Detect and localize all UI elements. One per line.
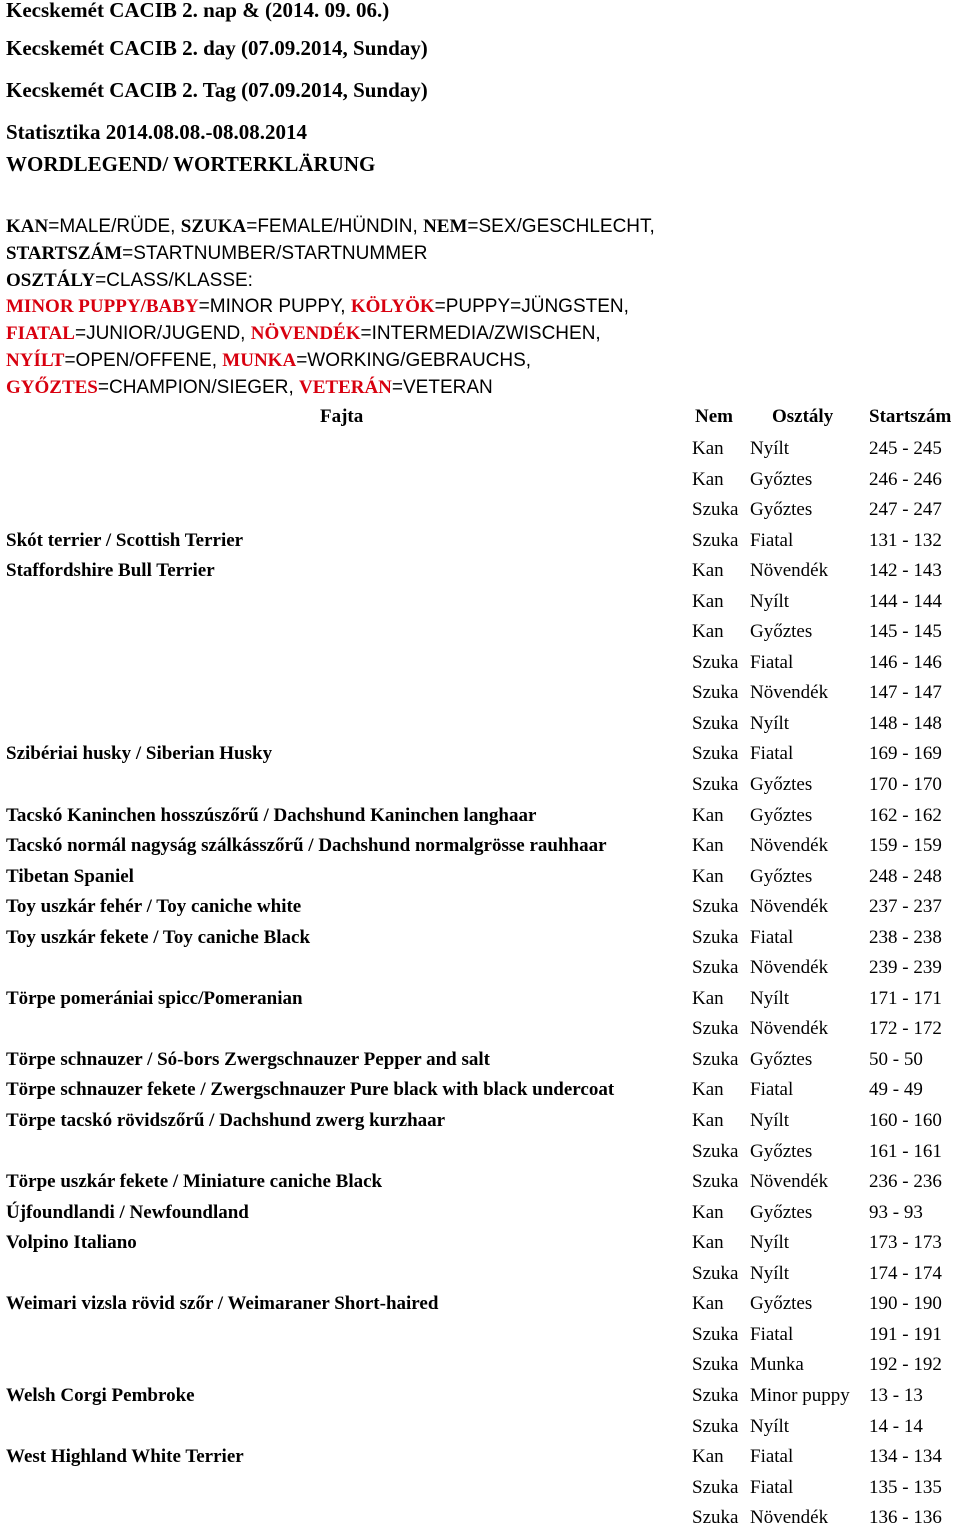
class-cell: Fiatal: [750, 926, 794, 948]
breed-cell: Staffordshire Bull Terrier: [6, 560, 215, 582]
sex-cell: Kan: [692, 438, 724, 459]
table-row: [0, 739, 960, 770]
startnumber-cell: 245 - 245: [869, 438, 942, 459]
table-row: [0, 801, 960, 832]
startnumber-cell: 190 - 190: [869, 1293, 942, 1315]
startnumber-cell: 172 - 172: [869, 1018, 942, 1040]
startnumber-cell: 246 - 246: [869, 468, 942, 490]
startnumber-cell: 247 - 247: [869, 499, 942, 521]
startnumber-cell: 49 - 49: [869, 1079, 923, 1101]
sex-cell: Szuka: [692, 896, 739, 918]
column-header-sex: Nem: [695, 406, 733, 427]
table-row: [0, 678, 960, 709]
table-row: [0, 1137, 960, 1168]
legend-segment: =MINOR PUPPY,: [198, 296, 351, 318]
class-cell: Fiatal: [750, 1476, 794, 1498]
legend-segment: =INTERMEDIA/ZWISCHEN,: [360, 323, 601, 345]
breed-cell: Törpe pomerániai spicc/Pomeranian: [6, 987, 303, 1009]
legend-segment: KÖLYÖK: [350, 296, 435, 318]
breed-cell: Tacskó Kaninchen hosszúszőrű / Dachshund Kaninchen langhaar: [6, 804, 537, 826]
table-row: [0, 1381, 960, 1412]
class-cell: Nyílt: [750, 1110, 790, 1132]
class-cell: Nyílt: [750, 1415, 790, 1437]
sex-cell: Kan: [692, 804, 724, 826]
legend-segment: =VETERAN: [391, 376, 493, 398]
sex-cell: Szuka: [692, 529, 739, 551]
sex-cell: Szuka: [692, 926, 739, 948]
sex-cell: Szuka: [692, 682, 739, 704]
sex-cell: Szuka: [692, 1415, 739, 1437]
header-line-5: WORDLEGEND/ WORTERKLÄRUNG: [6, 152, 376, 176]
header-line-3: Kecskemét CACIB 2. Tag (07.09.2014, Sunday): [6, 78, 428, 102]
class-cell: Győztes: [750, 1201, 813, 1223]
table-row: [0, 892, 960, 923]
table-row: [0, 556, 960, 587]
startnumber-cell: 131 - 132: [869, 529, 942, 551]
class-cell: Fiatal: [750, 743, 794, 765]
startnumber-cell: 136 - 136: [869, 1507, 942, 1529]
class-cell: Győztes: [750, 804, 813, 826]
breed-cell: Törpe schnauzer / Só-bors Zwergschnauzer Pepper and salt: [6, 1048, 490, 1070]
table-row: [0, 1106, 960, 1137]
sex-cell: Kan: [692, 1079, 724, 1101]
table-row: [0, 1014, 960, 1045]
legend-segment: KAN: [6, 216, 49, 237]
class-cell: Nyílt: [750, 1232, 790, 1254]
sex-cell: Szuka: [692, 1354, 739, 1376]
legend-segment: MINOR PUPPY/BABY: [6, 296, 199, 318]
startnumber-cell: 162 - 162: [869, 804, 942, 826]
sex-cell: Kan: [692, 621, 724, 643]
sex-cell: Szuka: [692, 1384, 739, 1406]
startnumber-cell: 135 - 135: [869, 1476, 942, 1498]
header-line-1: Kecskemét CACIB 2. nap & (2014. 09. 06.): [6, 0, 390, 22]
startnumber-cell: 147 - 147: [869, 682, 942, 704]
class-cell: Győztes: [750, 499, 813, 521]
legend-segment: =CLASS/KLASSE:: [95, 269, 253, 291]
class-cell: Növendék: [750, 560, 829, 582]
table-row: [0, 770, 960, 801]
legend-segment: SZUKA: [180, 216, 247, 237]
legend-segment: =CHAMPION/SIEGER,: [97, 376, 299, 398]
class-cell: Győztes: [750, 1140, 813, 1162]
breed-cell: Újfoundlandi / Newfoundland: [6, 1201, 249, 1223]
startnumber-cell: 173 - 173: [869, 1232, 942, 1254]
sex-cell: Szuka: [692, 1323, 739, 1345]
legend-line-6: [6, 348, 956, 375]
sex-cell: Szuka: [692, 1262, 739, 1284]
sex-cell: Kan: [692, 1232, 724, 1254]
legend-segment: =WORKING/GEBRAUCHS,: [296, 349, 532, 371]
table-row: [0, 1259, 960, 1290]
entries-table: [0, 434, 960, 1534]
class-cell: Nyílt: [750, 712, 790, 734]
class-cell: Nyílt: [750, 438, 790, 459]
sex-cell: Szuka: [692, 1476, 739, 1498]
class-cell: Győztes: [750, 1293, 813, 1315]
class-cell: Győztes: [750, 774, 813, 796]
column-header-class: Osztály: [772, 406, 834, 427]
startnumber-cell: 145 - 145: [869, 621, 942, 643]
sex-cell: Szuka: [692, 1048, 739, 1070]
class-cell: Növendék: [750, 896, 829, 918]
table-row: [0, 526, 960, 557]
class-cell: Győztes: [750, 1048, 813, 1070]
startnumber-cell: 134 - 134: [869, 1446, 942, 1468]
startnumber-cell: 238 - 238: [869, 926, 942, 948]
breed-cell: Törpe schnauzer fekete / Zwergschnauzer Pure black with black undercoat: [6, 1079, 615, 1101]
startnumber-cell: 169 - 169: [869, 743, 942, 765]
breed-cell: Volpino Italiano: [6, 1232, 137, 1254]
class-cell: Fiatal: [750, 651, 794, 673]
table-row: [0, 709, 960, 740]
class-cell: Növendék: [750, 1507, 829, 1529]
table-row: [0, 953, 960, 984]
table-row: [0, 1198, 960, 1229]
startnumber-cell: 170 - 170: [869, 774, 942, 796]
class-cell: Fiatal: [750, 1323, 794, 1345]
breed-cell: Tibetan Spaniel: [6, 865, 134, 887]
class-cell: Fiatal: [750, 529, 794, 551]
sex-cell: Kan: [692, 1201, 724, 1223]
legend-segment: MUNKA: [222, 349, 297, 371]
table-row: [0, 434, 960, 465]
startnumber-cell: 93 - 93: [869, 1201, 923, 1223]
legend-segment: GYŐZTES: [6, 376, 98, 398]
table-row: [0, 1350, 960, 1381]
table-row: [0, 587, 960, 618]
sex-cell: Szuka: [692, 1140, 739, 1162]
table-row: [0, 862, 960, 893]
startnumber-cell: 146 - 146: [869, 651, 942, 673]
sex-cell: Kan: [692, 1293, 724, 1315]
table-row: [0, 1075, 960, 1106]
sex-cell: Kan: [692, 987, 724, 1009]
column-header-startnumber: Startszám: [869, 406, 952, 427]
sex-cell: Kan: [692, 590, 724, 612]
class-cell: Győztes: [750, 865, 813, 887]
startnumber-cell: 248 - 248: [869, 865, 942, 887]
startnumber-cell: 192 - 192: [869, 1354, 942, 1376]
startnumber-cell: 159 - 159: [869, 835, 942, 857]
startnumber-cell: 236 - 236: [869, 1171, 942, 1193]
header-line-4: Statisztika 2014.08.08.-08.08.2014: [6, 120, 307, 144]
breed-cell: Toy uszkár fehér / Toy caniche white: [6, 896, 302, 918]
legend-segment: =STARTNUMBER/STARTNUMMER: [122, 242, 428, 264]
legend-segment: FIATAL: [6, 323, 75, 345]
table-row: [0, 1473, 960, 1504]
legend-line-4: [6, 294, 956, 321]
class-cell: Minor puppy: [750, 1384, 850, 1406]
legend-segment: VETERÁN: [299, 376, 392, 398]
startnumber-cell: 50 - 50: [869, 1048, 923, 1070]
sex-cell: Szuka: [692, 1507, 739, 1529]
startnumber-cell: 142 - 143: [869, 560, 942, 582]
class-cell: Győztes: [750, 468, 813, 490]
table-row: [0, 923, 960, 954]
legend-segment: =JUNIOR/JUGEND,: [74, 323, 251, 345]
breed-cell: Welsh Corgi Pembroke: [6, 1384, 195, 1406]
class-cell: Nyílt: [750, 1262, 790, 1284]
breed-cell: Tacskó normál nagyság szálkásszőrű / Dachshund normalgrösse rauhhaar: [6, 835, 607, 857]
startnumber-cell: 13 - 13: [869, 1384, 923, 1406]
class-cell: Győztes: [750, 621, 813, 643]
table-row: [0, 1289, 960, 1320]
table-row: [0, 1228, 960, 1259]
sex-cell: Szuka: [692, 499, 739, 521]
legend-segment: NYÍLT: [6, 349, 65, 371]
legend-segment: STARTSZÁM: [6, 242, 123, 264]
sex-cell: Szuka: [692, 1018, 739, 1040]
legend-segment: =PUPPY=JÜNGSTEN,: [434, 296, 629, 318]
sex-cell: Szuka: [692, 1171, 739, 1193]
table-row: [0, 1503, 960, 1534]
sex-cell: Szuka: [692, 774, 739, 796]
class-cell: Növendék: [750, 835, 829, 857]
class-cell: Nyílt: [750, 987, 790, 1009]
table-row: [0, 1442, 960, 1473]
legend-line-1: [6, 214, 956, 241]
table-row: [0, 495, 960, 526]
startnumber-cell: 191 - 191: [869, 1323, 942, 1345]
startnumber-cell: 14 - 14: [869, 1415, 923, 1437]
header-line-2: Kecskemét CACIB 2. day (07.09.2014, Sunday): [6, 36, 428, 60]
class-cell: Növendék: [750, 682, 829, 704]
sex-cell: Szuka: [692, 957, 739, 979]
class-cell: Munka: [750, 1354, 804, 1376]
legend-segment: NÖVENDÉK: [250, 323, 361, 345]
legend-segment: =MALE/RÜDE,: [48, 216, 181, 237]
table-row: [0, 648, 960, 679]
startnumber-cell: 148 - 148: [869, 712, 942, 734]
sex-cell: Kan: [692, 865, 724, 887]
breed-cell: Szibériai husky / Siberian Husky: [6, 743, 273, 765]
legend-segment: =FEMALE/HÜNDIN,: [246, 216, 424, 237]
class-cell: Növendék: [750, 957, 829, 979]
breed-cell: Törpe uszkár fekete / Miniature caniche Black: [6, 1171, 383, 1193]
breed-cell: Weimari vizsla rövid szőr / Weimaraner Short-haired: [6, 1293, 439, 1315]
breed-cell: Törpe tacskó rövidszőrű / Dachshund zwerg kurzhaar: [6, 1110, 446, 1132]
table-row: [0, 1167, 960, 1198]
legend-line-5: [6, 321, 956, 348]
class-cell: Fiatal: [750, 1446, 794, 1468]
startnumber-cell: 161 - 161: [869, 1140, 942, 1162]
sex-cell: Kan: [692, 835, 724, 857]
startnumber-cell: 171 - 171: [869, 987, 942, 1009]
legend-line-3: [6, 268, 956, 295]
class-cell: Növendék: [750, 1171, 829, 1193]
word-legend: [6, 214, 956, 402]
sex-cell: Szuka: [692, 712, 739, 734]
breed-cell: Toy uszkár fekete / Toy caniche Black: [6, 926, 311, 948]
class-cell: Fiatal: [750, 1079, 794, 1101]
table-row: [0, 1320, 960, 1351]
table-row: [0, 831, 960, 862]
sex-cell: Kan: [692, 1110, 724, 1132]
startnumber-cell: 144 - 144: [869, 590, 942, 612]
legend-segment: =SEX/GESCHLECHT,: [467, 216, 655, 237]
legend-segment: =OPEN/OFFENE,: [64, 349, 223, 371]
table-row: [0, 984, 960, 1015]
sex-cell: Szuka: [692, 743, 739, 765]
legend-segment: NEM: [423, 216, 468, 237]
startnumber-cell: 174 - 174: [869, 1262, 942, 1284]
startnumber-cell: 160 - 160: [869, 1110, 942, 1132]
sex-cell: Szuka: [692, 651, 739, 673]
sex-cell: Kan: [692, 1446, 724, 1468]
startnumber-cell: 237 - 237: [869, 896, 942, 918]
startnumber-cell: 239 - 239: [869, 957, 942, 979]
table-row: [0, 617, 960, 648]
breed-cell: West Highland White Terrier: [6, 1446, 244, 1468]
table-row: [0, 1412, 960, 1443]
legend-line-7: [6, 375, 956, 402]
legend-line-2: [6, 241, 956, 268]
class-cell: Növendék: [750, 1018, 829, 1040]
table-row: [0, 1045, 960, 1076]
class-cell: Nyílt: [750, 590, 790, 612]
sex-cell: Kan: [692, 468, 724, 490]
table-row: [0, 465, 960, 496]
breed-cell: Skót terrier / Scottish Terrier: [6, 529, 244, 551]
column-header-breed: Fajta: [320, 406, 364, 427]
legend-segment: OSZTÁLY: [6, 269, 96, 291]
sex-cell: Kan: [692, 560, 724, 582]
